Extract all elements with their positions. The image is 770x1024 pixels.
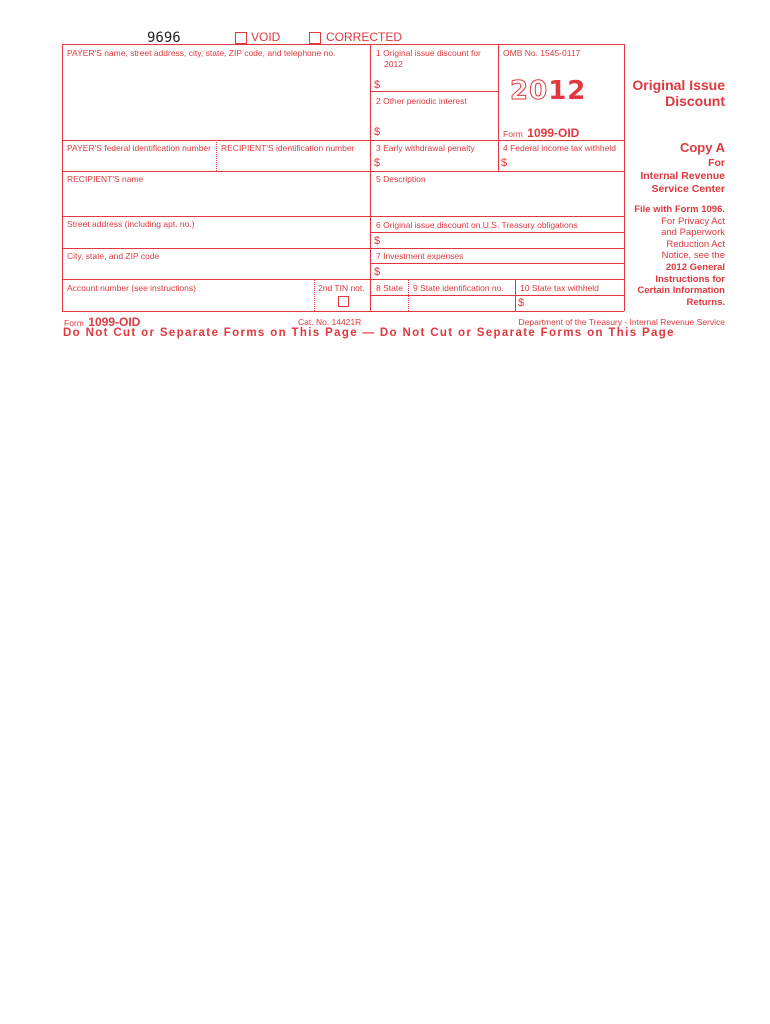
recipient-name-label: RECIPIENT'S name	[67, 174, 144, 184]
box4-label: 4 Federal income tax withheld	[503, 143, 616, 153]
form-title-line2: Discount	[665, 93, 725, 109]
privacy-line8: Returns.	[686, 296, 725, 308]
box6-amount-field[interactable]	[382, 234, 622, 247]
box5-field[interactable]	[372, 186, 622, 214]
tin-not-label: 2nd TIN not.	[318, 283, 365, 293]
account-label: Account number (see instructions)	[67, 283, 196, 293]
tax-year-outline: 20	[510, 76, 549, 106]
recipient-id-field[interactable]	[218, 154, 368, 169]
street-label: Street address (including apt. no.)	[67, 219, 195, 229]
box7-label: 7 Investment expenses	[376, 251, 464, 261]
box7-amount-field[interactable]	[382, 265, 622, 278]
city-label: City, state, and ZIP code	[67, 251, 160, 261]
box1-label-line2: 2012	[384, 59, 403, 69]
box8-label: 8 State	[376, 283, 403, 293]
box2-amount-field[interactable]	[382, 124, 496, 138]
privacy-line3: Reduction Act	[666, 238, 725, 250]
omb-number: OMB No. 1545-0117	[503, 48, 581, 58]
box3-amount-field[interactable]	[382, 155, 496, 169]
box10-amount-field[interactable]	[526, 296, 622, 309]
copy-label: Copy A	[679, 140, 725, 155]
corrected-checkbox[interactable]	[309, 32, 321, 44]
payer-block-field[interactable]	[64, 60, 368, 138]
tin-not-checkbox[interactable]	[338, 296, 349, 307]
privacy-line4: Notice, see the	[661, 250, 725, 262]
file-with: File with Form 1096.	[634, 204, 725, 215]
box6-label: 6 Original issue discount on U.S. Treasury obligations	[376, 220, 578, 230]
street-field[interactable]	[64, 230, 368, 246]
void-checkbox[interactable]	[235, 32, 247, 44]
form-code: 9696	[147, 30, 181, 46]
account-field[interactable]	[64, 294, 312, 309]
irs-line2: Service Center	[651, 183, 725, 195]
footer-form-word: Form	[64, 318, 84, 328]
box5-label: 5 Description	[376, 174, 426, 184]
footer-form-code: 1099-OID	[88, 315, 141, 329]
irs-line1: Internal Revenue	[640, 170, 725, 182]
box10-label: 10 State tax withheld	[520, 283, 599, 293]
privacy-line2: and Paperwork	[661, 227, 725, 239]
box1-label-line1: 1 Original issue discount for	[376, 48, 481, 58]
box7-dollar: $	[374, 266, 381, 278]
tax-year-bold: 12	[548, 76, 587, 106]
privacy-line7: Certain Information	[637, 285, 725, 297]
box1-amount-field[interactable]	[382, 76, 496, 90]
void-label: VOID	[251, 30, 281, 44]
box3-dollar: $	[374, 157, 381, 169]
corrected-label: CORRECTED	[326, 30, 403, 44]
recipient-name-field[interactable]	[64, 186, 368, 214]
form-number-header	[503, 124, 579, 142]
payer-fed-id-label: PAYER'S federal identification number	[67, 143, 211, 153]
box3-label: 3 Early withdrawal penalty	[376, 143, 475, 153]
box2-dollar: $	[374, 126, 381, 138]
department: Department of the Treasury - Internal Revenue Service	[518, 317, 725, 327]
copy-destination	[640, 157, 725, 196]
payer-fed-id-field[interactable]	[64, 154, 214, 169]
box6-dollar: $	[374, 235, 381, 247]
box4-dollar: $	[501, 157, 508, 169]
box9-label: 9 State identification no.	[413, 283, 504, 293]
payer-block-label: PAYER'S name, street address, city, state, ZIP code, and telephone no.	[67, 48, 336, 58]
box8-field[interactable]	[372, 296, 406, 309]
cat-number: Cat. No. 14421R	[298, 317, 362, 327]
do-not-cut-notice: Do Not Cut or Separate Forms on This Page — Do Not Cut or Separate Forms on This Page	[63, 327, 675, 339]
form-title-line1: Original Issue	[632, 77, 725, 93]
for-label: For	[708, 157, 725, 169]
box10-dollar: $	[518, 297, 525, 309]
privacy-line1: For Privacy Act	[661, 215, 725, 227]
form-number: 1099-OID	[527, 126, 580, 140]
instructions	[634, 204, 725, 308]
box9-field[interactable]	[410, 296, 513, 309]
form-word: Form	[503, 129, 523, 139]
privacy-line5: 2012 General	[665, 261, 725, 273]
privacy-line6: Instructions for	[655, 273, 725, 285]
tax-year	[510, 76, 586, 106]
recipient-id-label: RECIPIENT'S identification number	[221, 143, 355, 153]
city-field[interactable]	[64, 262, 368, 277]
box1-dollar: $	[374, 79, 381, 91]
box4-amount-field[interactable]	[509, 155, 622, 169]
form-title	[632, 77, 725, 109]
box2-label: 2 Other periodic interest	[376, 96, 467, 106]
